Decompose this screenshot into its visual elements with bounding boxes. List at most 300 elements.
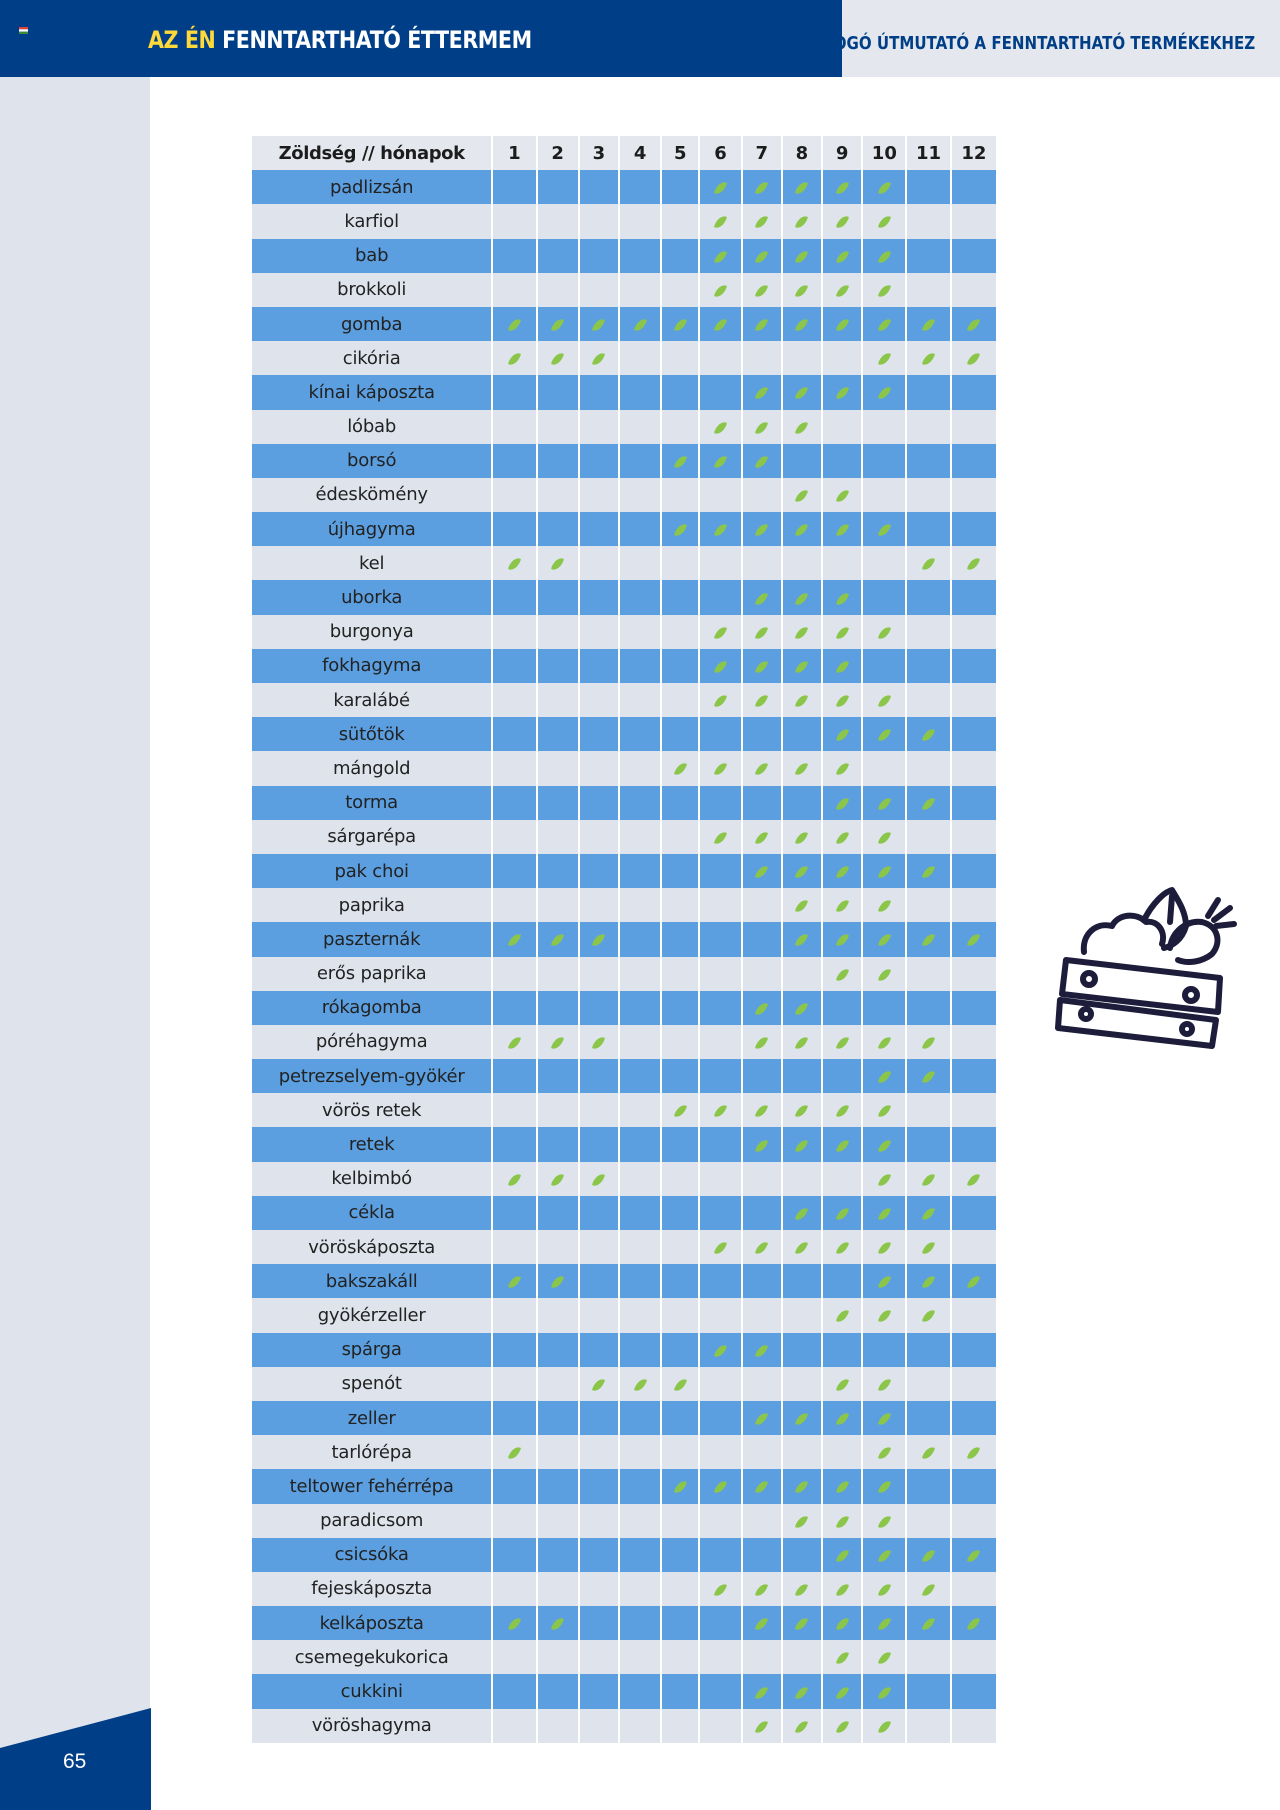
month-cell — [952, 410, 996, 444]
month-cell — [620, 1572, 660, 1606]
leaf-icon — [795, 693, 808, 709]
month-cell — [662, 478, 698, 512]
leaf-icon — [878, 283, 891, 299]
leaf-icon — [592, 1035, 605, 1051]
month-cell — [493, 683, 535, 717]
month-cell — [700, 1709, 740, 1743]
month-cell — [863, 375, 905, 409]
month-cell — [580, 1640, 618, 1674]
leaf-icon — [551, 556, 564, 572]
month-cell — [662, 239, 698, 273]
leaf-icon — [674, 454, 687, 470]
leaf-icon — [755, 249, 768, 265]
month-cell — [823, 204, 861, 238]
month-cell — [493, 1230, 535, 1264]
leaf-icon — [835, 1650, 848, 1666]
vegetable-name: teltower fehérrépa — [252, 1469, 491, 1503]
leaf-icon — [508, 932, 521, 948]
month-cell — [952, 683, 996, 717]
month-cell — [823, 1572, 861, 1606]
leaf-icon — [714, 1103, 727, 1119]
month-cell — [662, 1572, 698, 1606]
seasonal-table — [250, 136, 998, 1743]
leaf-icon — [922, 1582, 935, 1598]
month-cell — [863, 888, 905, 922]
month-cell — [863, 1640, 905, 1674]
leaf-icon — [878, 864, 891, 880]
month-cell — [700, 204, 740, 238]
leaf-icon — [714, 659, 727, 675]
month-cell — [907, 786, 949, 820]
leaf-icon — [835, 659, 848, 675]
month-cell — [700, 307, 740, 341]
month-cell — [580, 1709, 618, 1743]
vegetable-name: erős paprika — [252, 957, 491, 991]
table-row — [252, 1127, 996, 1161]
month-cell — [662, 273, 698, 307]
vegetable-name: padlizsán — [252, 170, 491, 204]
leaf-icon — [755, 1137, 768, 1153]
month-cell — [662, 1674, 698, 1708]
month-cell — [580, 239, 618, 273]
month-cell — [783, 957, 821, 991]
vegetable-name: paradicsom — [252, 1504, 491, 1538]
table-row — [252, 444, 996, 478]
leaf-icon — [878, 625, 891, 641]
vegetable-name: kel — [252, 546, 491, 580]
table-row — [252, 1435, 996, 1469]
vegetable-name: cukkini — [252, 1674, 491, 1708]
month-cell — [952, 1333, 996, 1367]
month-cell — [907, 1059, 949, 1093]
month-cell — [493, 786, 535, 820]
month-cell — [952, 1640, 996, 1674]
month-cell — [783, 888, 821, 922]
leaf-icon — [835, 932, 848, 948]
table-row — [252, 1264, 996, 1298]
month-cell — [823, 888, 861, 922]
month-cell — [863, 1059, 905, 1093]
table-row — [252, 1606, 996, 1640]
leaf-icon — [755, 522, 768, 538]
header-month-4: 4 — [620, 136, 660, 170]
month-cell — [907, 1025, 949, 1059]
table-row — [252, 1401, 996, 1435]
month-cell — [620, 683, 660, 717]
month-cell — [952, 888, 996, 922]
month-cell — [580, 1469, 618, 1503]
leaf-icon — [878, 1479, 891, 1495]
month-cell — [863, 204, 905, 238]
leaf-icon — [878, 249, 891, 265]
leaf-icon — [967, 1616, 980, 1632]
month-cell — [823, 1127, 861, 1161]
month-cell — [493, 1674, 535, 1708]
month-cell — [863, 615, 905, 649]
month-cell — [700, 1367, 740, 1401]
month-cell — [952, 204, 996, 238]
leaf-icon — [835, 1548, 848, 1564]
month-cell — [580, 615, 618, 649]
month-cell — [620, 341, 660, 375]
leaf-icon — [922, 864, 935, 880]
leaf-icon — [755, 625, 768, 641]
month-cell — [662, 410, 698, 444]
month-cell — [662, 546, 698, 580]
month-cell — [907, 1162, 949, 1196]
leaf-icon — [795, 1240, 808, 1256]
month-cell — [952, 1025, 996, 1059]
month-cell — [783, 1606, 821, 1640]
month-cell — [952, 1674, 996, 1708]
month-cell — [783, 1367, 821, 1401]
month-cell — [863, 1572, 905, 1606]
month-cell — [700, 341, 740, 375]
leaf-icon — [755, 385, 768, 401]
leaf-icon — [967, 351, 980, 367]
leaf-icon — [795, 283, 808, 299]
leaf-icon — [795, 1719, 808, 1735]
month-cell — [952, 1469, 996, 1503]
vegetable-name: csicsóka — [252, 1538, 491, 1572]
leaf-icon — [551, 317, 564, 333]
month-cell — [620, 1640, 660, 1674]
month-cell — [662, 170, 698, 204]
month-cell — [783, 1059, 821, 1093]
month-cell — [863, 444, 905, 478]
leaf-icon — [835, 1582, 848, 1598]
leaf-icon — [878, 932, 891, 948]
vegetable-name: kelkáposzta — [252, 1606, 491, 1640]
table-row — [252, 204, 996, 238]
month-cell — [580, 957, 618, 991]
month-cell — [823, 478, 861, 512]
month-cell — [952, 991, 996, 1025]
month-cell — [823, 683, 861, 717]
month-cell — [700, 1333, 740, 1367]
leaf-icon — [755, 214, 768, 230]
vegetable-name: torma — [252, 786, 491, 820]
month-cell — [743, 1333, 781, 1367]
month-cell — [907, 1469, 949, 1503]
leaf-icon — [795, 249, 808, 265]
month-cell — [863, 1093, 905, 1127]
leaf-icon — [835, 1411, 848, 1427]
month-cell — [907, 1674, 949, 1708]
month-cell — [538, 1674, 578, 1708]
leaf-icon — [878, 1513, 891, 1529]
month-cell — [823, 444, 861, 478]
leaf-icon — [714, 180, 727, 196]
leaf-icon — [714, 522, 727, 538]
month-cell — [700, 922, 740, 956]
month-cell — [493, 1264, 535, 1298]
leaf-icon — [795, 625, 808, 641]
month-cell — [863, 649, 905, 683]
month-cell — [863, 239, 905, 273]
vegetable-name: karalábé — [252, 683, 491, 717]
leaf-icon — [878, 1206, 891, 1222]
leaf-icon — [835, 1137, 848, 1153]
month-cell — [743, 1572, 781, 1606]
leaf-icon — [795, 1103, 808, 1119]
leaf-icon — [878, 317, 891, 333]
leaf-icon — [795, 830, 808, 846]
month-cell — [580, 1127, 618, 1161]
leaf-icon — [755, 830, 768, 846]
month-cell — [662, 1298, 698, 1332]
month-cell — [662, 1230, 698, 1264]
table-row — [252, 1709, 996, 1743]
table-row — [252, 957, 996, 991]
month-cell — [538, 444, 578, 478]
month-cell — [863, 1709, 905, 1743]
month-cell — [580, 444, 618, 478]
table-row — [252, 307, 996, 341]
month-cell — [700, 1162, 740, 1196]
leaf-icon — [922, 1206, 935, 1222]
leaf-icon — [795, 522, 808, 538]
table-row — [252, 1025, 996, 1059]
month-cell — [783, 1230, 821, 1264]
month-cell — [952, 1162, 996, 1196]
month-cell — [743, 991, 781, 1025]
table-row — [252, 1572, 996, 1606]
month-cell — [743, 1606, 781, 1640]
month-cell — [863, 1367, 905, 1401]
leaf-icon — [835, 1684, 848, 1700]
leaf-icon — [674, 317, 687, 333]
page-title-rest: FENNTARTHATÓ ÉTTERMEM — [222, 26, 532, 54]
vegetable-name: kelbimbó — [252, 1162, 491, 1196]
month-cell — [493, 1572, 535, 1606]
month-cell — [863, 341, 905, 375]
vegetable-name: retek — [252, 1127, 491, 1161]
month-cell — [538, 751, 578, 785]
month-cell — [580, 375, 618, 409]
table-row — [252, 1162, 996, 1196]
month-cell — [783, 307, 821, 341]
header-month-9: 9 — [823, 136, 861, 170]
month-cell — [493, 1538, 535, 1572]
leaf-icon — [508, 1274, 521, 1290]
month-cell — [662, 1333, 698, 1367]
vegetable-name: bakszakáll — [252, 1264, 491, 1298]
month-cell — [743, 1093, 781, 1127]
month-cell — [700, 1538, 740, 1572]
month-cell — [952, 820, 996, 854]
month-cell — [743, 820, 781, 854]
month-cell — [580, 512, 618, 546]
month-cell — [662, 512, 698, 546]
header-month-12: 12 — [952, 136, 996, 170]
month-cell — [907, 204, 949, 238]
month-cell — [580, 888, 618, 922]
month-cell — [493, 991, 535, 1025]
month-cell — [620, 239, 660, 273]
leaf-icon — [755, 1719, 768, 1735]
month-cell — [952, 1709, 996, 1743]
leaf-icon — [878, 385, 891, 401]
month-cell — [907, 375, 949, 409]
month-cell — [743, 1298, 781, 1332]
month-cell — [538, 820, 578, 854]
month-cell — [907, 1572, 949, 1606]
vegetable-name: fokhagyma — [252, 649, 491, 683]
month-cell — [538, 410, 578, 444]
month-cell — [823, 1640, 861, 1674]
month-cell — [580, 170, 618, 204]
month-cell — [620, 820, 660, 854]
month-cell — [538, 991, 578, 1025]
month-cell — [580, 1674, 618, 1708]
month-cell — [538, 478, 578, 512]
month-cell — [700, 546, 740, 580]
month-cell — [493, 717, 535, 751]
month-cell — [783, 1196, 821, 1230]
vegetable-name: vöröshagyma — [252, 1709, 491, 1743]
leaf-icon — [835, 898, 848, 914]
month-cell — [538, 615, 578, 649]
vegetable-name: cikória — [252, 341, 491, 375]
leaf-icon — [835, 180, 848, 196]
month-cell — [700, 683, 740, 717]
month-cell — [907, 1127, 949, 1161]
leaf-icon — [674, 761, 687, 777]
month-cell — [952, 1230, 996, 1264]
month-cell — [700, 410, 740, 444]
month-cell — [823, 512, 861, 546]
month-cell — [700, 1298, 740, 1332]
table-row — [252, 1640, 996, 1674]
month-cell — [783, 1572, 821, 1606]
leaf-icon — [835, 1035, 848, 1051]
month-cell — [662, 1640, 698, 1674]
leaf-icon — [878, 1411, 891, 1427]
month-cell — [580, 307, 618, 341]
month-cell — [743, 307, 781, 341]
leaf-icon — [922, 1069, 935, 1085]
month-cell — [743, 615, 781, 649]
leaf-icon — [922, 932, 935, 948]
month-cell — [700, 375, 740, 409]
month-cell — [700, 1572, 740, 1606]
month-cell — [662, 820, 698, 854]
month-cell — [743, 1059, 781, 1093]
month-cell — [823, 546, 861, 580]
leaf-icon — [592, 1377, 605, 1393]
header-bar — [0, 0, 842, 77]
leaf-icon — [592, 1172, 605, 1188]
month-cell — [863, 410, 905, 444]
leaf-icon — [835, 385, 848, 401]
header-month-7: 7 — [743, 136, 781, 170]
month-cell — [863, 1230, 905, 1264]
month-cell — [783, 239, 821, 273]
flag-icon — [19, 19, 28, 26]
month-cell — [783, 478, 821, 512]
month-cell — [907, 683, 949, 717]
month-cell — [823, 922, 861, 956]
leaf-icon — [878, 1616, 891, 1632]
month-cell — [662, 888, 698, 922]
month-cell — [863, 922, 905, 956]
month-cell — [493, 170, 535, 204]
month-cell — [538, 1606, 578, 1640]
month-cell — [952, 1059, 996, 1093]
month-cell — [743, 1640, 781, 1674]
month-cell — [783, 170, 821, 204]
table-body — [252, 170, 996, 1743]
vegetable-name: paprika — [252, 888, 491, 922]
leaf-icon — [551, 1274, 564, 1290]
month-cell — [823, 854, 861, 888]
leaf-icon — [922, 1172, 935, 1188]
month-cell — [952, 1435, 996, 1469]
month-cell — [743, 580, 781, 614]
month-cell — [863, 1674, 905, 1708]
month-cell — [662, 922, 698, 956]
month-cell — [620, 1435, 660, 1469]
leaf-icon — [878, 796, 891, 812]
leaf-icon — [835, 1479, 848, 1495]
month-cell — [823, 410, 861, 444]
leaf-icon — [835, 1103, 848, 1119]
month-cell — [493, 546, 535, 580]
month-cell — [907, 239, 949, 273]
table-row — [252, 854, 996, 888]
month-cell — [863, 273, 905, 307]
month-cell — [823, 1435, 861, 1469]
month-cell — [493, 1127, 535, 1161]
vegetable-crate-icon — [1052, 882, 1247, 1052]
month-cell — [952, 1504, 996, 1538]
month-cell — [700, 1093, 740, 1127]
month-cell — [538, 1504, 578, 1538]
month-cell — [580, 410, 618, 444]
leaf-icon — [592, 932, 605, 948]
leaf-icon — [795, 659, 808, 675]
leaf-icon — [835, 830, 848, 846]
month-cell — [538, 888, 578, 922]
month-cell — [783, 1298, 821, 1332]
month-cell — [662, 991, 698, 1025]
month-cell — [580, 546, 618, 580]
month-cell — [907, 1333, 949, 1367]
month-cell — [743, 751, 781, 785]
leaf-icon — [714, 1343, 727, 1359]
month-cell — [620, 1196, 660, 1230]
leaf-icon — [922, 1274, 935, 1290]
month-cell — [580, 820, 618, 854]
month-cell — [538, 1264, 578, 1298]
leaf-icon — [795, 898, 808, 914]
leaf-icon — [967, 1445, 980, 1461]
month-cell — [743, 888, 781, 922]
month-cell — [662, 717, 698, 751]
leaf-icon — [551, 1035, 564, 1051]
month-cell — [783, 512, 821, 546]
month-cell — [620, 444, 660, 478]
month-cell — [662, 1196, 698, 1230]
month-cell — [493, 1333, 535, 1367]
table-row — [252, 1230, 996, 1264]
month-cell — [907, 1538, 949, 1572]
month-cell — [823, 1162, 861, 1196]
month-cell — [823, 1093, 861, 1127]
month-cell — [662, 204, 698, 238]
month-cell — [662, 751, 698, 785]
